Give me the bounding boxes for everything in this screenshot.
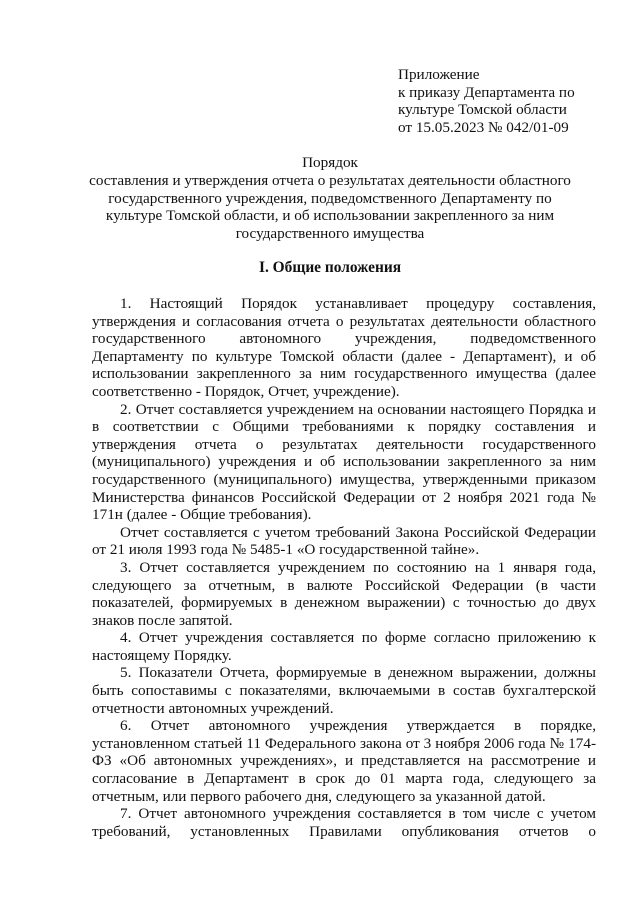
- document-body: [92, 295, 596, 840]
- paragraph-1: 1. Настоящий Порядок устанавливает процедуру составления, утверждения и согласования отчета о результатах деятельности областного государственного автономного учреждения, подведомственного Департаменту по культуре Томской области (далее - Департамент), и об использовании закрепленного за ним государственного имущества (далее соответственно - Порядок, Отчет, учреждение).: [92, 295, 596, 400]
- paragraph-4: 4. Отчет учреждения составляется по форме согласно приложению к настоящему Порядку.: [92, 629, 596, 664]
- paragraph-6: 6. Отчет автономного учреждения утверждается в порядке, установленном статьей 11 Федерального закона от 3 ноября 2006 года № 174-ФЗ «Об автономных учреждениях», и представляется на рассмотрение и согласование в Департамент в срок до 01 марта года, следующего за отчетным, или первого рабочего дня, следующего за указанной датой.: [92, 717, 596, 805]
- appendix-line: культуре Томской области: [398, 101, 567, 119]
- title-line: государственного имущества: [235, 225, 425, 243]
- appendix-line: к приказу Департамента по: [398, 83, 575, 101]
- section-heading: I. Общие положения: [258, 259, 402, 276]
- paragraph-5: 5. Показатели Отчета, формируемые в денежном выражении, должны быть сопоставимы с показателями, включаемыми в состав бухгалтерской отчетности автономных учреждений.: [92, 664, 596, 717]
- document-title: [80, 154, 580, 243]
- paragraph-2: 2. Отчет составляется учреждением на основании настоящего Порядка и в соответствии с Общими требованиями к порядку составления и утверждения отчета о результатах деятельности государственного (муниципального) учреждения и об использовании закрепленного за ним государственного (муниципального) имущества, утвержденными приказом Министерства финансов Российской Федерации от 2 ноября 2021 года № 171н (далее - Общие требования).: [92, 400, 596, 524]
- title-line: государственного учреждения, подведомственного Департаменту по: [108, 189, 552, 207]
- paragraph-7: 7. Отчет автономного учреждения составляется в том числе с учетом требований, установленных Правилами опубликования отчетов о: [92, 805, 596, 840]
- title-line: Порядок: [302, 154, 358, 171]
- paragraph-2-continuation: Отчет составляется с учетом требований Закона Российской Федерации от 21 июля 1993 года № 5485-1 «О государственной тайне».: [92, 523, 596, 559]
- title-line: составления и утверждения отчета о результатах деятельности областного: [89, 171, 571, 189]
- appendix-line: Приложение: [398, 66, 480, 83]
- paragraph-3: 3. Отчет составляется учреждением по состоянию на 1 января года, следующего за отчетным, в валюте Российской Федерации (в части показателей, формируемых в денежном выражении) с точностью до двух знаков после запятой.: [92, 558, 596, 629]
- appendix-line: от 15.05.2023 № 042/01-09: [398, 118, 569, 136]
- title-line: культуре Томской области, и об использовании закрепленного за ним: [105, 207, 555, 225]
- appendix-block: [398, 66, 575, 136]
